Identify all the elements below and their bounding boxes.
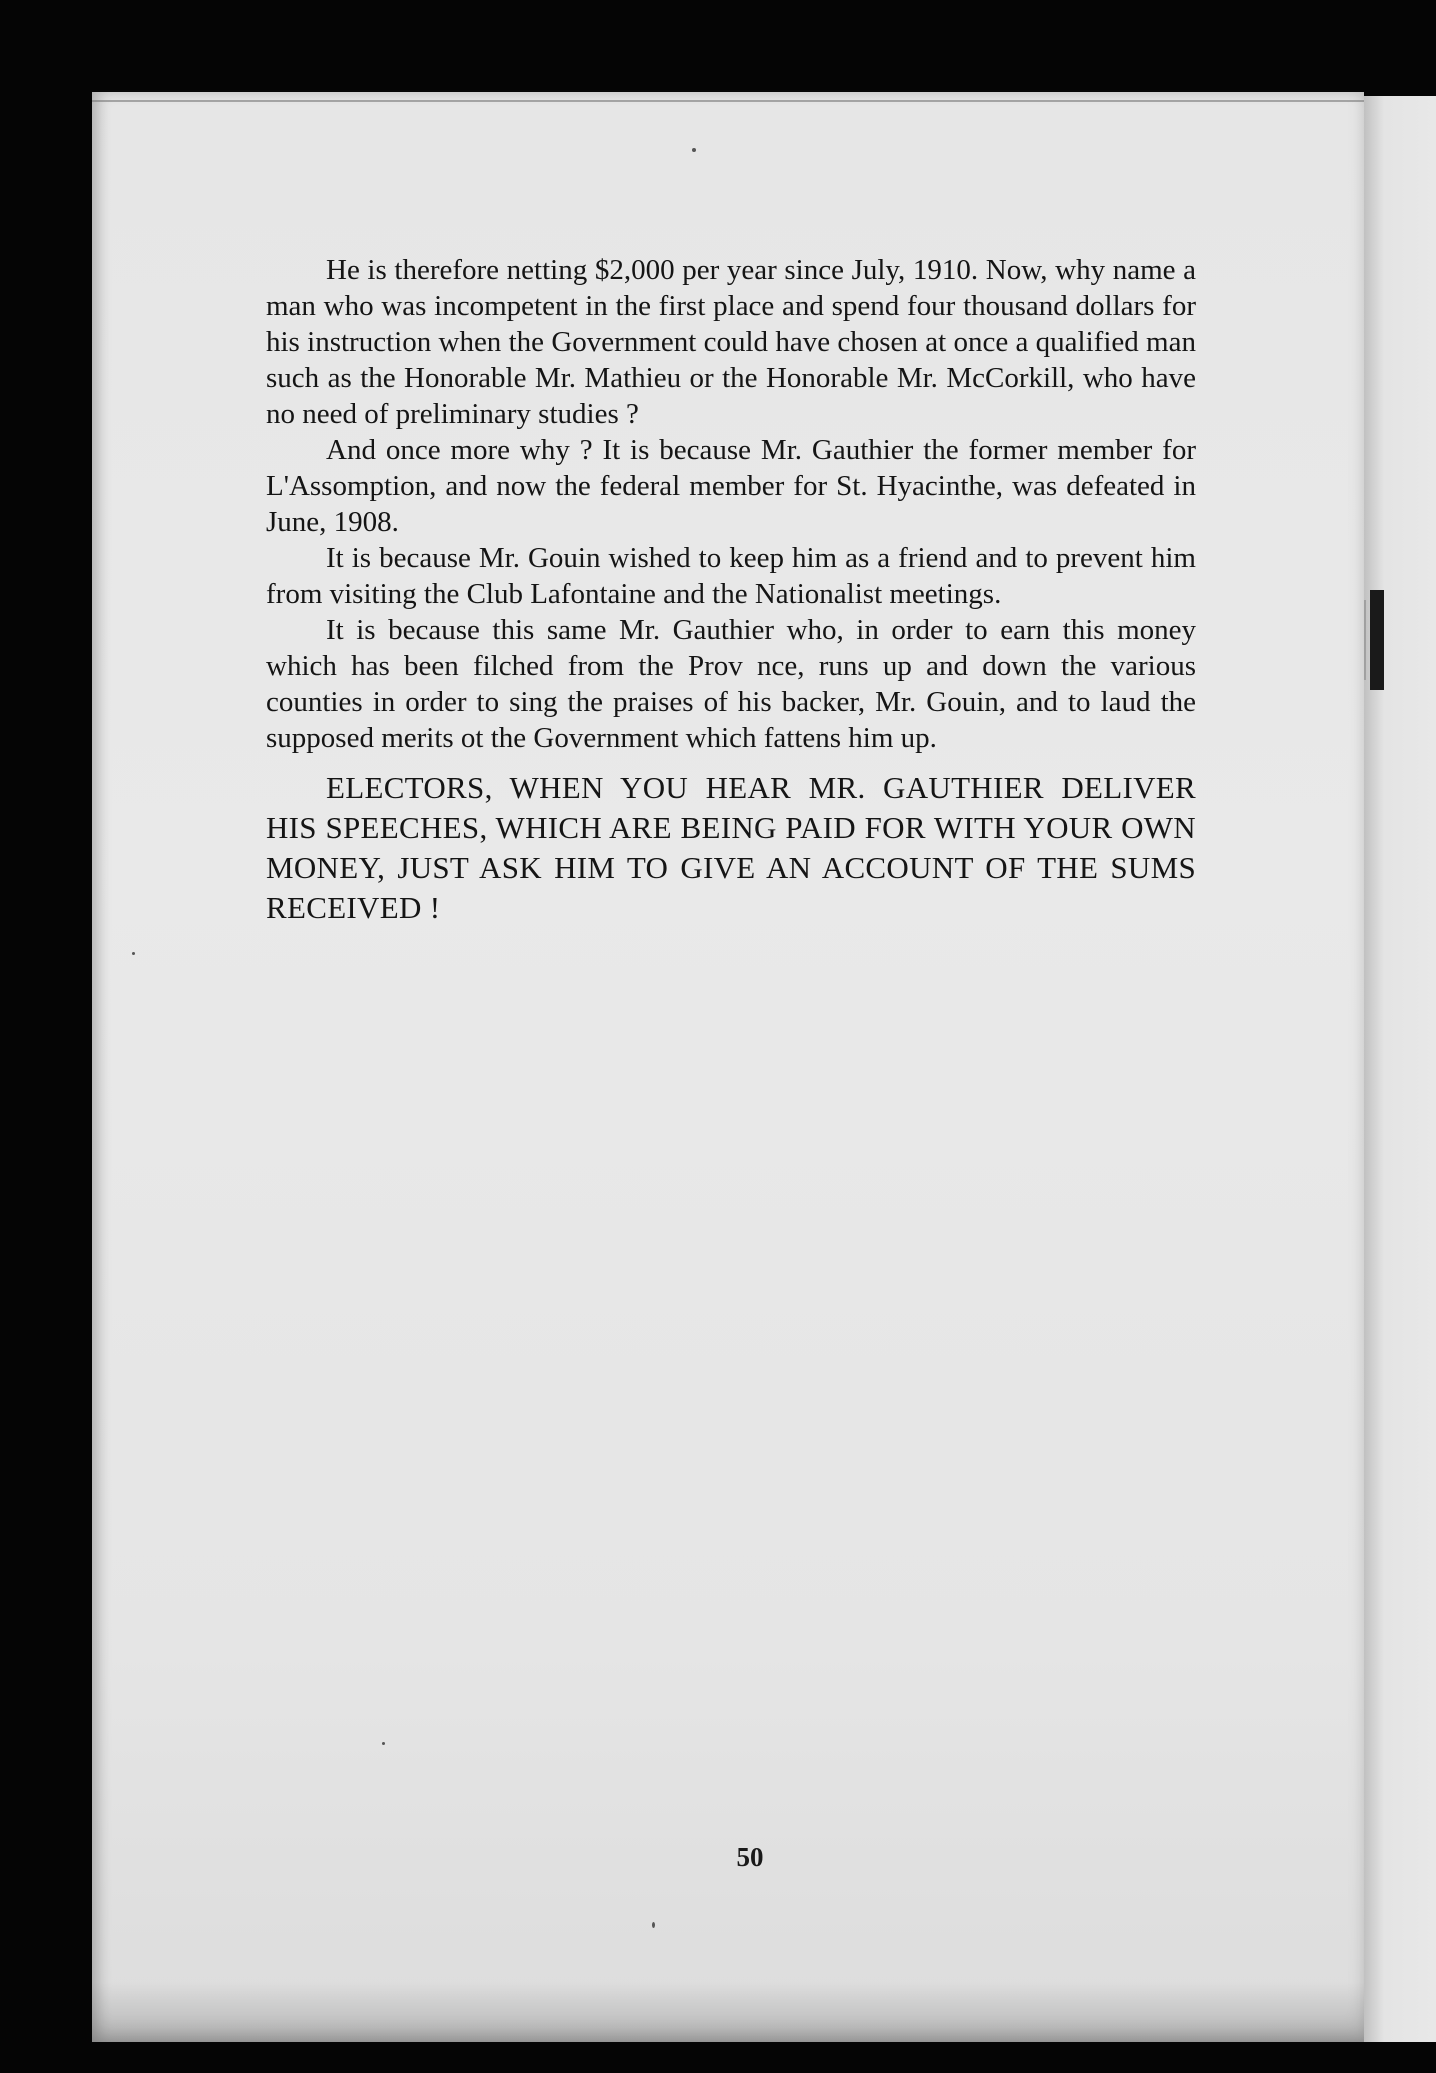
adjacent-page-edge <box>1362 96 1436 2042</box>
page-top-edge-line <box>92 100 1364 102</box>
paragraph-2: And once more why ? It is because Mr. Gauthier the former member for L'Assomption, and now the federal member for St. Hyacinthe, was defeated in June, 1908. <box>266 434 1196 538</box>
page-number: 50 <box>736 1842 764 1872</box>
paragraph-3: It is because Mr. Gouin wished to keep him as a friend and to prevent him from visiting the Club Lafontaine and the Nationalist meetings. <box>266 542 1196 610</box>
paper-speck <box>652 1922 655 1928</box>
paper-speck <box>382 1742 385 1745</box>
paragraph-1: He is therefore netting $2,000 per year since July, 1910. Now, why name a man who was incompetent in the first place and spend four thousand dollars for his instruction when the Government could have chosen at once a qualified man such as the Honorable Mr. Mathieu or the Honorable Mr. McCorkill, who have no need of preliminary studies ? <box>266 254 1196 430</box>
binding-clip-mark <box>1370 590 1384 690</box>
paper-speck <box>692 148 696 152</box>
paper-speck <box>132 952 135 955</box>
body-text <box>266 252 1196 928</box>
electors-callout: ELECTORS, WHEN YOU HEAR MR. GAUTHIER DELIVER HIS SPEECHES, WHICH ARE BEING PAID FOR WITH YOUR OWN MONEY, JUST ASK HIM TO GIVE AN ACCOUNT OF THE SUMS RECEIVED ! <box>266 770 1196 925</box>
paragraph-4: It is because this same Mr. Gauthier who, in order to earn this money which has been filched from the Prov nce, runs up and down the various counties in order to sing the praises of his backer, Mr. Gouin, and to laud the supposed merits ot the Government which fattens him up. <box>266 614 1196 754</box>
